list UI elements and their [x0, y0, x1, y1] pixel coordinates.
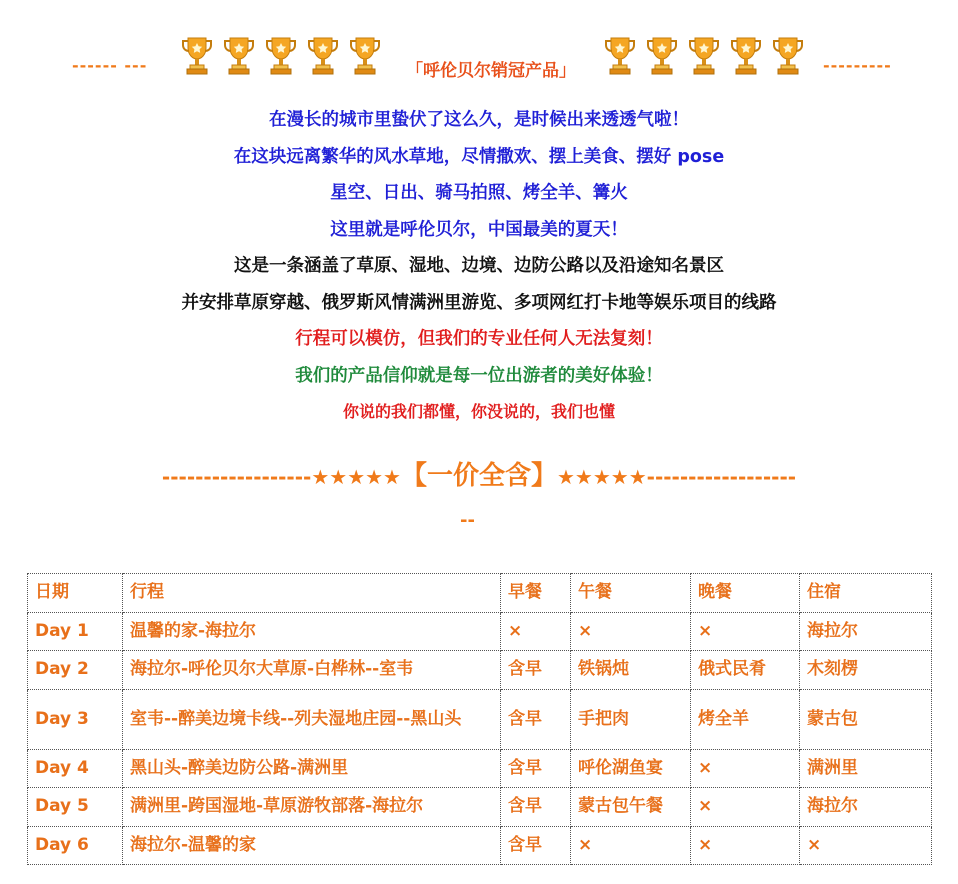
table-cell: 呼伦湖鱼宴 — [571, 749, 691, 788]
table-cell: 含早 — [501, 689, 571, 749]
table-cell: × — [571, 612, 691, 651]
trophy-icon — [180, 34, 214, 76]
table-cell: 含早 — [501, 788, 571, 827]
table-cell: 含早 — [501, 651, 571, 690]
table-cell: Day 1 — [28, 612, 123, 651]
intro-line: 你说的我们都懂，你没说的，我们也懂 — [342, 402, 615, 421]
table-cell: Day 4 — [28, 749, 123, 788]
table-cell: × — [691, 788, 800, 827]
table-cell: 海拉尔 — [800, 788, 932, 827]
table-cell: 铁锅炖 — [571, 651, 691, 690]
all-inclusive-divider — [0, 455, 958, 492]
all-inclusive-label: 【一价全含】 — [400, 461, 557, 491]
trophy-icon — [306, 34, 340, 76]
table-cell: × — [571, 826, 691, 865]
table-cell: Day 3 — [28, 689, 123, 749]
trophy-group-right — [603, 34, 805, 76]
trophy-icon — [729, 34, 763, 76]
table-cell: 含早 — [501, 749, 571, 788]
table-row — [28, 612, 932, 651]
table-header-cell: 早餐 — [501, 574, 571, 613]
trophy-icon — [222, 34, 256, 76]
trophy-icon — [645, 34, 679, 76]
table-cell: 室韦--醉美边境卡线--列夫湿地庄园--黑山头 — [123, 689, 501, 749]
table-cell: 蒙古包 — [800, 689, 932, 749]
intro-line: 星空、日出、骑马拍照、烤全羊、篝火 — [330, 183, 628, 203]
trophy-icon — [603, 34, 637, 76]
table-cell: Day 2 — [28, 651, 123, 690]
intro-line: 我们的产品信仰就是每一位出游者的美好体验！ — [295, 365, 663, 386]
intro-line: 并安排草原穿越、俄罗斯风情满洲里游览、多项网红打卡地等娱乐项目的线路 — [181, 292, 777, 313]
table-cell: × — [691, 612, 800, 651]
header-dash-right: --------- — [823, 56, 892, 75]
table-cell: × — [800, 826, 932, 865]
intro-line: 这里就是呼伦贝尔，中国最美的夏天！ — [330, 219, 628, 240]
table-cell: 烤全羊 — [691, 689, 800, 749]
divider-left: ------------------★★★★★ — [161, 465, 401, 489]
table-cell: 海拉尔-温馨的家 — [123, 826, 501, 865]
intro-line: 行程可以模仿，但我们的专业任何人无法复刻！ — [295, 329, 663, 349]
table-cell: 木刻楞 — [800, 651, 932, 690]
trophy-icon — [771, 34, 805, 76]
intro-text — [0, 106, 958, 435]
table-row — [28, 689, 932, 749]
table-row — [28, 826, 932, 865]
table-cell: 蒙古包午餐 — [571, 788, 691, 827]
table-cell: Day 6 — [28, 826, 123, 865]
table-cell: × — [691, 826, 800, 865]
table-cell: 海拉尔-呼伦贝尔大草原-白桦林--室韦 — [123, 651, 501, 690]
table-cell: × — [691, 749, 800, 788]
table-header-cell: 住宿 — [800, 574, 932, 613]
table-cell: 手把肉 — [571, 689, 691, 749]
table-header-cell: 日期 — [28, 574, 123, 613]
table-row — [28, 651, 932, 690]
trophy-group-left — [180, 34, 382, 76]
product-title: 「呼伦贝尔销冠产品」 — [406, 61, 576, 81]
table-header-cell: 午餐 — [571, 574, 691, 613]
table-cell: Day 5 — [28, 788, 123, 827]
header-dash-left: ------ --- — [72, 56, 148, 75]
table-row — [28, 788, 932, 827]
table-header-cell: 行程 — [123, 574, 501, 613]
table-cell: 满洲里-跨国湿地-草原游牧部落-海拉尔 — [123, 788, 501, 827]
divider-right: ★★★★★------------------ — [557, 465, 797, 489]
table-cell: 满洲里 — [800, 749, 932, 788]
table-cell: 俄式民肴 — [691, 651, 800, 690]
intro-line: 在漫长的城市里蛰伏了这么久，是时候出来透透气啦！ — [269, 110, 689, 130]
table-header-cell: 晚餐 — [691, 574, 800, 613]
trophy-icon — [264, 34, 298, 76]
table-cell: × — [501, 612, 571, 651]
table-cell: 海拉尔 — [800, 612, 932, 651]
itinerary-body — [28, 574, 932, 865]
intro-line: 在这块远离繁华的风水草地，尽情撒欢、摆上美食、摆好 pose — [233, 146, 725, 167]
trophy-icon — [348, 34, 382, 76]
divider-tail: -- — [460, 510, 475, 531]
table-header-row — [28, 574, 932, 613]
trophy-icon — [687, 34, 721, 76]
itinerary-table — [27, 573, 932, 865]
table-cell: 含早 — [501, 826, 571, 865]
table-row — [28, 749, 932, 788]
table-cell: 温馨的家-海拉尔 — [123, 612, 501, 651]
intro-line: 这是一条涵盖了草原、湿地、边境、边防公路以及沿途知名景区 — [234, 256, 724, 276]
header-row — [0, 34, 958, 81]
table-cell: 黑山头-醉美边防公路-满洲里 — [123, 749, 501, 788]
